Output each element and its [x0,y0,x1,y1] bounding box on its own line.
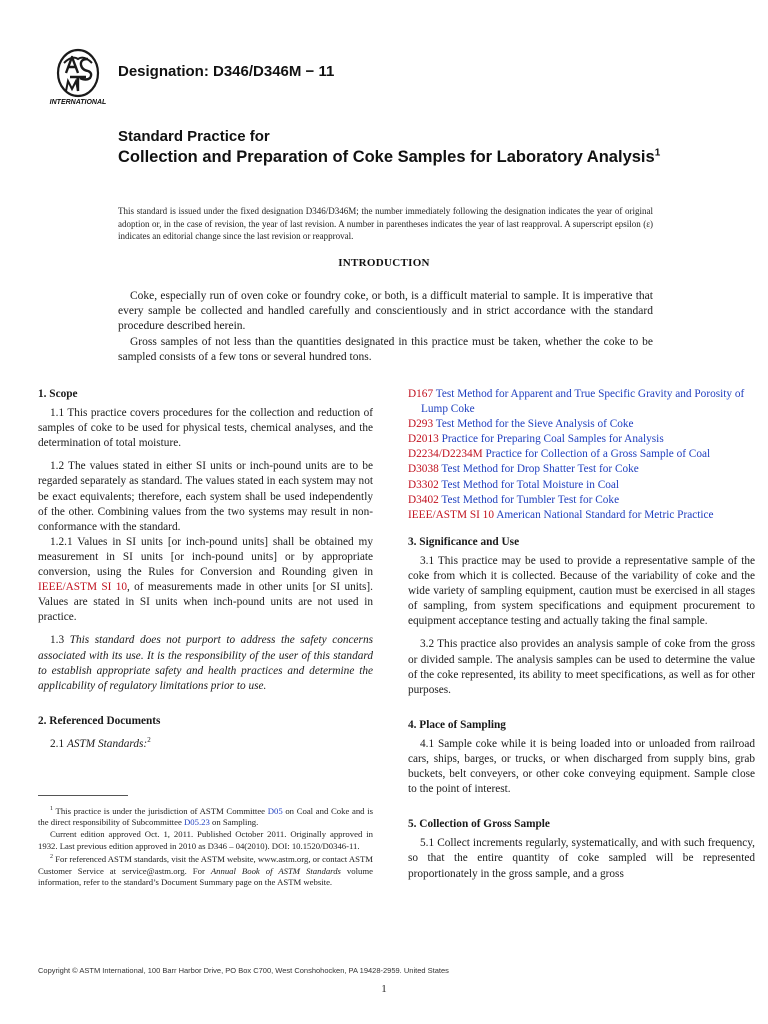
title-main [118,147,678,168]
reference-code[interactable]: D3402 [408,493,439,506]
section-heading-referenced: 2. Referenced Documents [38,714,161,727]
paragraph-5-1: 5.1 Collect increments regularly, systematically, and with such frequency, so that the entire quantity of coke sampled will be represented proportionately in the gross sample, and a gross [408,837,755,880]
footnote-1-text-c: on Sampling. [209,817,259,828]
section-gap [38,702,373,714]
title-main-text: Collection and Preparation of Coke Samples for Laboratory Analysis [118,148,655,166]
subcommittee-d05-23-link[interactable]: D05.23 [183,817,210,828]
reference-code[interactable]: D2234/D2234M [408,448,483,461]
issuance-statement: This standard is issued under the fixed designation D346/D346M; the number immediately following the designation indicates the year of original adoption or, in the case of revision, the year of last revision. A number in parentheses indicates the year of last reapproval. A superscript epsilon (ε) indicates an editorial change since the last revision or reapproval. [118,206,653,242]
section-heading-place: 4. Place of Sampling [408,718,506,731]
reference-item[interactable] [408,493,755,508]
reference-title[interactable]: Practice for Preparing Coal Samples for Analysis [441,433,664,446]
paragraph-1-1: 1.1 This practice covers procedures for the collection and reduction of samples of coke to be used for physical tests, chemical analyses, and the determination of total moisture. [38,407,373,450]
section-gap [408,523,755,535]
reference-title[interactable]: Test Method for Total Moisture in Coal [441,478,620,491]
footnote-1-text-a: This practice is under the jurisdiction of ASTM Committee [55,805,268,816]
ieee-si10-link[interactable]: IEEE/ASTM SI 10 [38,581,127,594]
footnotes [38,804,373,889]
footnote-ref-2: 2 [147,735,151,744]
footnote-1-edition: Current edition approved Oct. 1, 2011. Published October 2011. Originally approved in 1932. Last previous edition approved in 2010 as D346 – 04(2010). DOI: 10.1520/D0346-11. [38,829,373,851]
document-title [118,127,678,168]
reference-title[interactable]: American National Standard for Metric Practice [496,508,714,521]
paragraph-1-2-1-text-a: 1.2.1 Values in SI units [or inch-pound units] shall be obtained my measurement in SI units [or inch-pound units] or by appropriate conversion, using the Rules for Conversion and Rounding given in [38,535,373,579]
reference-item[interactable] [408,432,755,447]
introduction-text [118,289,653,365]
title-footnote-mark: 1 [654,147,661,159]
paragraph-1-2-1 [38,535,373,626]
reference-item[interactable] [408,478,755,493]
footnote-2-italic: Annual Book of ASTM Standards [210,865,341,876]
reference-title[interactable]: Test Method for the Sieve Analysis of Coke [435,418,634,431]
section-heading-significance: 3. Significance and Use [408,535,520,548]
section-heading-collection: 5. Collection of Gross Sample [408,818,550,831]
paragraph-3-1: 3.1 This practice may be used to provide a representative sample of the coke from which it is collected. Because of the variability of coke and the wide variety of sampling equipment, caution must be exercised in all stages of sampling, from system specifications and equipment procurement to equipment acceptance testing and actually taking the final sample. [408,554,755,628]
reference-code[interactable]: D2013 [408,433,439,446]
committee-d05-link[interactable]: D05 [267,805,283,816]
reference-code[interactable]: D3038 [408,463,439,476]
designation: Designation: D346/D346M − 11 [118,63,335,80]
footnote-1-mark: 1 [50,806,53,812]
reference-title[interactable]: Test Method for Apparent and True Specific Gravity and Porosity of Lump Coke [421,388,745,416]
reference-item[interactable] [408,447,755,462]
footnote-1-text-b: on Coal and Coke and is the direct responsibility of Subcommittee [38,805,373,828]
footnote-2-text-b: volume information, refer to the standard’s Document Summary page on the ASTM website. [38,865,373,888]
reference-code[interactable]: D293 [408,418,434,431]
title-prefix: Standard Practice for [118,128,270,145]
paragraph-2-1 [38,733,373,752]
paragraph-1-2-1-text-b: , of measurements made in other units [or SI units]. Values are stated in SI units when inch-pound units are not used in practice. [38,581,374,624]
paragraph-3-2: 3.2 This practice also provides an analysis sample of coke from the gross or divided sample. The analysis samples can be used to determine the value of the coke represented, its ability to meet specifications, as well as for other purposes. [408,638,755,696]
footnote-2 [38,852,373,889]
page-number: 1 [381,983,387,995]
astm-standards-label: ASTM Standards: [66,737,148,750]
footnote-2-text-a: For referenced ASTM standards, visit the ASTM website, www.astm.org, or contact ASTM Customer Service at service@astm.org. For [38,854,373,876]
footnote-rule [38,795,128,796]
referenced-standards-list [408,387,755,523]
safety-caveat: This standard does not purport to address the safety concerns associated with its use. It is the responsibility of the user of this standard to establish appropriate safety and health practices and determine the applicability of regulatory limitations prior to use. [38,634,373,692]
reference-title[interactable]: Test Method for Drop Shatter Test for Coke [441,463,639,476]
reference-code[interactable]: D3302 [408,478,439,491]
paragraph-1-2: 1.2 The values stated in either SI units or inch-pound units are to be regarded separately as standard. The values stated in each system may not be exact equivalents; therefore, each system shall be used independently of the other. Combining values from the two systems may result in non-conformance with the standard. [38,460,373,533]
introduction-heading: INTRODUCTION [338,257,430,269]
copyright-notice: Copyright © ASTM International, 100 Barr Harbor Drive, PO Box C700, West Conshohocken, PA 19428-2959. United States [38,966,449,975]
paragraph-1-3-number: 1.3 [50,634,70,647]
reference-item[interactable] [408,462,755,477]
astm-logo [42,47,114,109]
section-gap [408,706,755,718]
section-gap [408,805,755,817]
reference-item[interactable] [408,387,755,417]
footnote-2-mark: 2 [50,854,53,861]
reference-code[interactable]: D167 [408,388,434,400]
section-heading-scope: 1. Scope [38,388,78,400]
reference-item[interactable] [408,508,755,523]
paragraph-1-3 [38,633,373,693]
introduction-paragraph: Gross samples of not less than the quantities designated in this practice must be taken, whether the coke to be sampled consists of a few tons or several hundred tons. [118,335,653,363]
left-column [38,387,373,760]
reference-item[interactable] [408,417,755,432]
reference-title[interactable]: Test Method for Tumbler Test for Coke [441,493,620,506]
right-column [408,387,755,890]
logo-wordmark: INTERNATIONAL [49,99,107,106]
footnote-1 [38,804,373,829]
reference-title[interactable]: Practice for Collection of a Gross Sample of Coal [485,448,711,461]
paragraph-4-1: 4.1 Sample coke while it is being loaded into or unloaded from railroad cars, ships, barges, or trucks, or when discharged from supply bins, grab buckets, belt conveyers, or other coke conveying equipment. Sample close to the point of interest. [408,737,755,796]
paragraph-2-1-number: 2.1 [50,737,67,750]
introduction-paragraph: Coke, especially run of oven coke or foundry coke, or both, is a difficult material to sample. It is imperative that every sample be collected and handled carefully and conscientiously and in strict accordance with the standard procedure described herein. [118,290,653,333]
reference-code[interactable]: IEEE/ASTM SI 10 [408,508,494,521]
